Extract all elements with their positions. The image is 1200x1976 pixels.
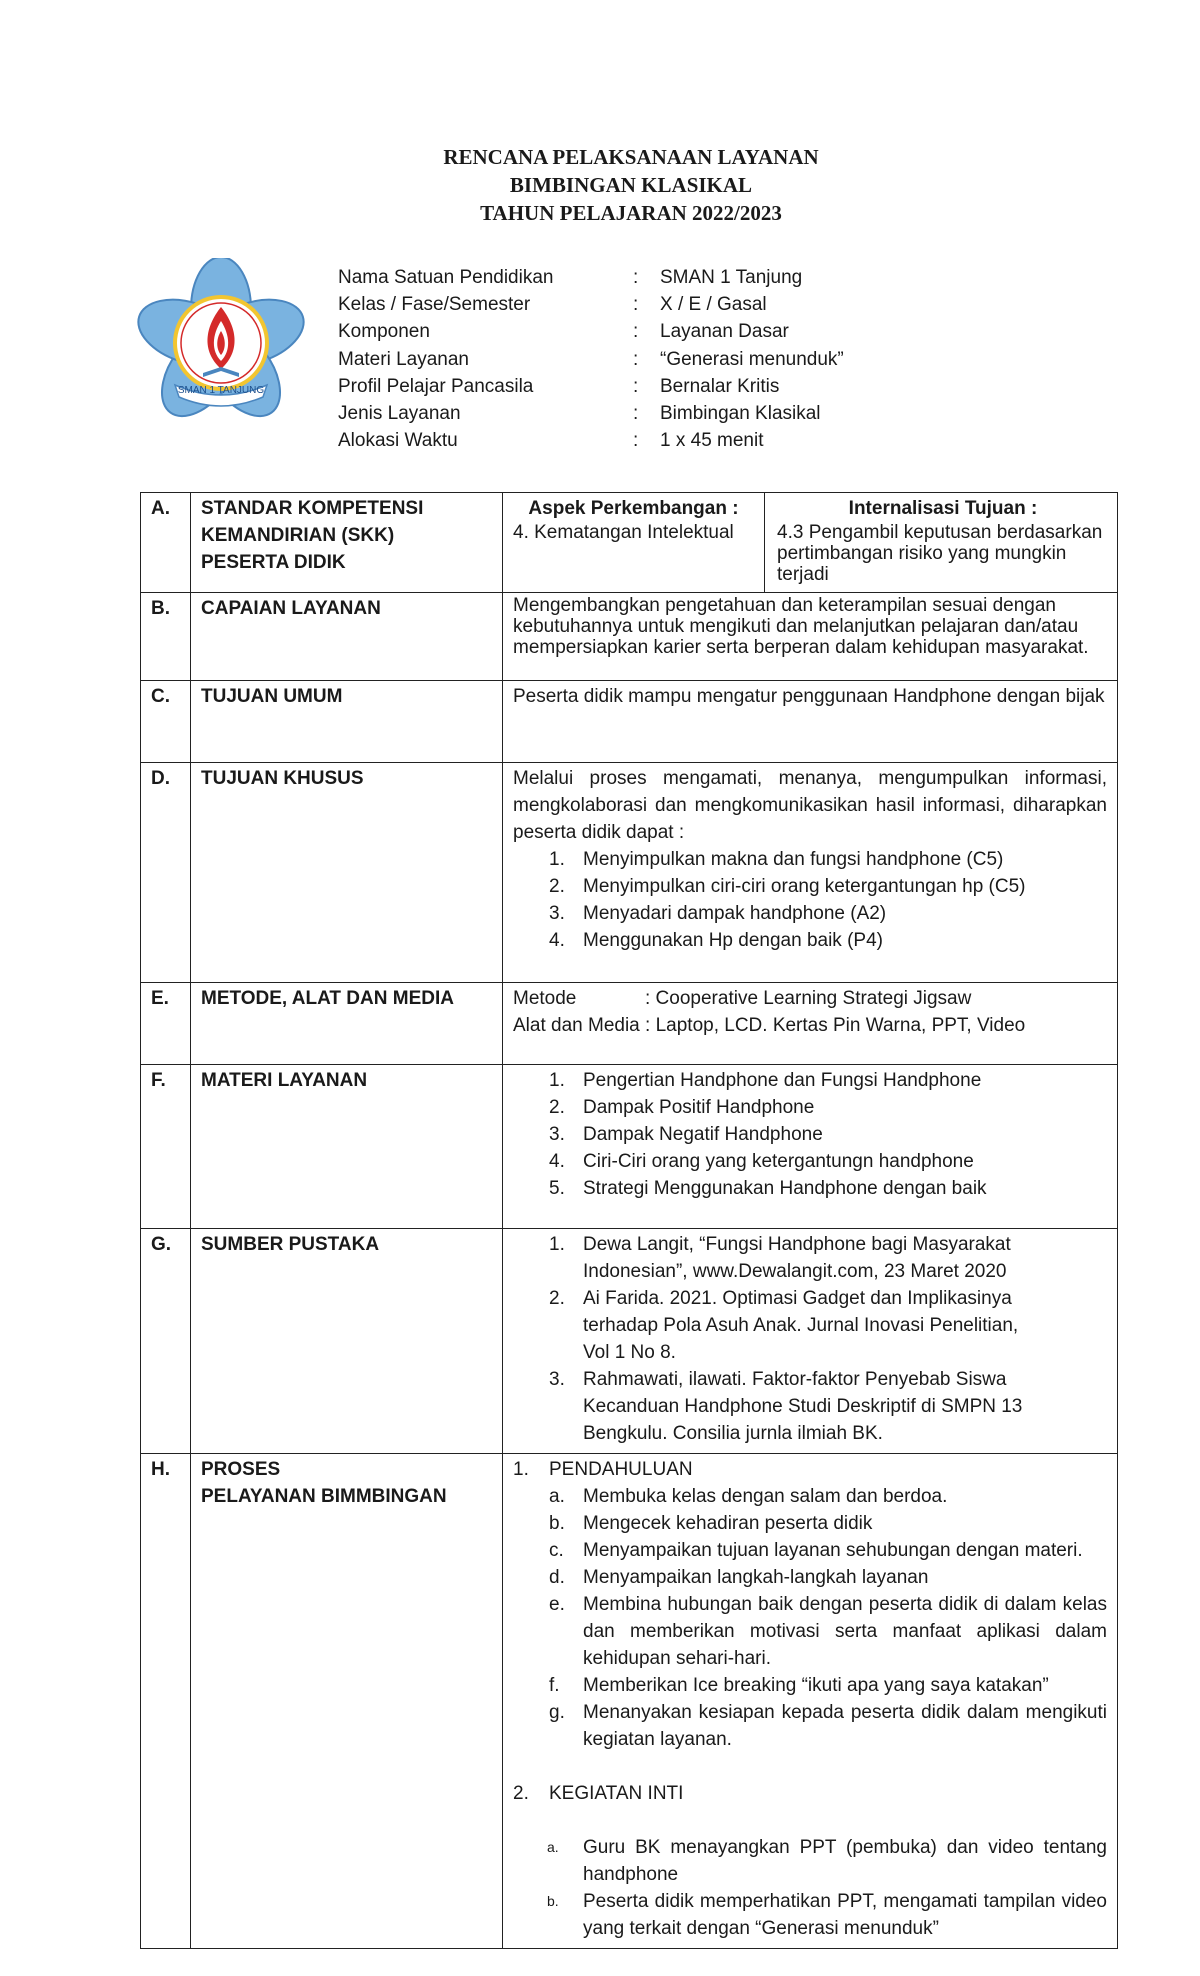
row-label	[191, 1454, 503, 1949]
title-line-1: RENCANA PELAKSANAAN LAYANAN	[443, 145, 819, 169]
aspek-header: Aspek Perkembangan :	[528, 498, 739, 519]
list-number: 2.	[549, 1097, 565, 1118]
list-text: Menyampaikan langkah-langkah layanan	[583, 1567, 929, 1588]
list-text: Menyadari dampak handphone (A2)	[583, 903, 887, 924]
row-label: SUMBER PUSTAKA	[191, 1229, 503, 1454]
row-letter: G.	[141, 1229, 191, 1454]
tujuan-khusus-list	[513, 846, 1107, 954]
list-text: Menggunakan Hp dengan baik (P4)	[583, 930, 883, 951]
section-title: PENDAHULUAN	[549, 1459, 693, 1480]
list-number: 3.	[549, 1369, 565, 1390]
list-number: 1.	[549, 1234, 565, 1255]
row-label: TUJUAN UMUM	[191, 681, 503, 763]
identity-sep: :	[633, 430, 639, 452]
list-number: 3.	[549, 1124, 565, 1145]
section-title: KEGIATAN INTI	[549, 1783, 684, 1804]
list-number: 1.	[549, 849, 565, 870]
list-text: Membina hubungan baik dengan peserta didik di dalam kelas dan memberikan motivasi serta manfaat aplikasi dalam kehidupan sehari-hari.	[583, 1594, 1107, 1669]
list-text: Ciri-Ciri orang yang ketergantungn handphone	[583, 1151, 974, 1172]
kegiatan-inti-list	[513, 1834, 1107, 1942]
internalisasi-header: Internalisasi Tujuan :	[848, 498, 1038, 519]
row-label: MATERI LAYANAN	[191, 1065, 503, 1229]
identity-key: Alokasi Waktu	[338, 430, 458, 452]
list-item	[513, 1366, 1047, 1447]
list-item	[513, 846, 1107, 873]
list-number: 1.	[549, 1070, 565, 1091]
list-letter: b.	[549, 1513, 565, 1534]
list-text: Membuka kelas dengan salam dan berdoa.	[583, 1486, 948, 1507]
list-text: Pengertian Handphone dan Fungsi Handphone	[583, 1070, 982, 1091]
row-label	[191, 493, 503, 593]
identity-key: Komponen	[338, 321, 430, 343]
identity-key: Profil Pelajar Pancasila	[338, 375, 534, 397]
row-h	[141, 1454, 1118, 1949]
list-item	[513, 900, 1107, 927]
list-text: Dampak Negatif Handphone	[583, 1124, 823, 1145]
tujuan-khusus-intro: Melalui proses mengamati, menanya, mengumpulkan informasi, mengkolaborasi dan mengkomunikasikan hasil informasi, diharapkan peserta didik dapat :	[513, 768, 1107, 843]
row-d	[141, 763, 1118, 983]
list-item	[513, 1564, 1107, 1591]
list-item	[513, 1121, 1107, 1148]
list-text: Dewa Langit, “Fungsi Handphone bagi Masyarakat Indonesian”, www.Dewalangit.com, 23 Maret 2020	[583, 1234, 1011, 1282]
list-item	[513, 873, 1107, 900]
title-line-3: TAHUN PELAJARAN 2022/2023	[480, 201, 782, 225]
aspek-cell	[503, 493, 765, 593]
row-content	[503, 681, 1118, 763]
list-text: Rahmawati, ilawati. Faktor-faktor Penyebab Siswa Kecanduan Handphone Studi Deskriptif di SMPN 13 Bengkulu. Consilia jurnla ilmiah BK.	[583, 1369, 1023, 1444]
identity-sep: :	[633, 294, 639, 316]
identity-key: Kelas / Fase/Semester	[338, 294, 531, 316]
list-letter: e.	[549, 1594, 565, 1615]
row-b	[141, 593, 1118, 681]
identity-value: Bimbingan Klasikal	[660, 402, 821, 424]
identity-value: Bernalar Kritis	[660, 375, 780, 397]
metode-value: : Cooperative Learning Strategi Jigsaw	[645, 988, 972, 1009]
metode-key: Metode	[513, 988, 577, 1009]
list-number: 2.	[549, 876, 565, 897]
list-item	[513, 1699, 1107, 1753]
row-c	[141, 681, 1118, 763]
section-pendahuluan	[513, 1456, 1107, 1483]
logo-ribbon-text: SMAN 1 TANJUNG	[177, 385, 265, 396]
row-label-line: STANDAR KOMPETENSI	[201, 498, 424, 519]
identity-value: Layanan Dasar	[660, 321, 789, 343]
list-number: 2.	[549, 1288, 565, 1309]
identity-value: SMAN 1 Tanjung	[660, 267, 803, 288]
identity-key: Materi Layanan	[338, 348, 469, 370]
identity-value: 1 x 45 menit	[660, 430, 764, 452]
list-letter: a.	[549, 1486, 565, 1507]
metode-line	[513, 985, 1107, 1012]
list-item	[513, 1067, 1107, 1094]
row-label: METODE, ALAT DAN MEDIA	[191, 983, 503, 1065]
row-f	[141, 1065, 1118, 1229]
row-letter: B.	[141, 593, 191, 681]
list-text: Peserta didik memperhatikan PPT, mengamati tampilan video yang terkait dengan “Generasi menunduk”	[583, 1891, 1107, 1939]
list-letter: f.	[549, 1675, 560, 1696]
list-text: Memberikan Ice breaking “ikuti apa yang saya katakan”	[583, 1675, 1049, 1696]
list-text: Menyimpulkan makna dan fungsi handphone (C5)	[583, 849, 1004, 870]
school-logo	[136, 258, 306, 428]
list-text: Menyampaikan tujuan layanan sehubungan dengan materi.	[583, 1540, 1083, 1561]
row-letter: E.	[141, 983, 191, 1065]
aspek-value: 4. Kematangan Intelektual	[513, 522, 734, 543]
row-letter: C.	[141, 681, 191, 763]
alat-line: Alat dan Media : Laptop, LCD. Kertas Pin Warna, PPT, Video	[513, 1015, 1026, 1036]
logo-petals	[136, 258, 306, 428]
row-content	[503, 1454, 1118, 1949]
tujuan-umum-text: Peserta didik mampu mengatur penggunaan Handphone dengan bijak	[513, 686, 1105, 707]
list-text: Dampak Positif Handphone	[583, 1097, 815, 1118]
list-text: Ai Farida. 2021. Optimasi Gadget dan Implikasinya terhadap Pola Asuh Anak. Jurnal Inovasi Penelitian, Vol 1 No 8.	[583, 1288, 1019, 1363]
identity-key: Jenis Layanan	[338, 402, 461, 424]
identity-sep: :	[633, 321, 639, 343]
row-label-line: PESERTA DIDIK	[201, 552, 346, 573]
list-letter: g.	[549, 1702, 565, 1723]
row-label-line: PELAYANAN BIMMBINGAN	[201, 1486, 447, 1507]
identity-sep: :	[633, 348, 639, 370]
section-number: 2.	[513, 1783, 529, 1804]
list-item	[513, 1148, 1107, 1175]
row-content	[503, 1229, 1118, 1454]
list-text: Menyimpulkan ciri-ciri orang ketergantungan hp (C5)	[583, 876, 1026, 897]
list-item	[513, 1175, 1107, 1202]
list-number: 4.	[549, 930, 565, 951]
row-label-line: KEMANDIRIAN (SKK)	[201, 525, 395, 546]
row-letter: F.	[141, 1065, 191, 1229]
row-label-line: PROSES	[201, 1459, 281, 1480]
list-item	[513, 1537, 1107, 1564]
row-a	[141, 493, 1118, 593]
row-letter: A.	[141, 493, 191, 593]
pendahuluan-list	[513, 1483, 1107, 1753]
list-item	[513, 1591, 1107, 1672]
list-text: Guru BK menayangkan PPT (pembuka) dan video tentang handphone	[583, 1837, 1107, 1885]
list-text: Menanyakan kesiapan kepada peserta didik dalam mengikuti kegiatan layanan.	[583, 1702, 1107, 1750]
list-item	[513, 1285, 1047, 1366]
list-item	[513, 1483, 1107, 1510]
identity-value: “Generasi menunduk”	[660, 348, 844, 370]
title-line-2: BIMBINGAN KLASIKAL	[509, 173, 753, 197]
row-g	[141, 1229, 1118, 1454]
list-item	[513, 1094, 1107, 1121]
row-letter: D.	[141, 763, 191, 983]
row-label: TUJUAN KHUSUS	[191, 763, 503, 983]
list-number: 3.	[549, 903, 565, 924]
identity-value: X / E / Gasal	[660, 294, 767, 316]
list-item	[513, 927, 1107, 954]
list-item	[513, 1834, 1107, 1888]
capaian-text: Mengembangkan pengetahuan dan keterampilan sesuai dengan kebutuhannya untuk mengikuti dan melanjutkan pelajaran dan/atau mempersiapkan karier serta berperan dalam kehidupan masyarakat.	[513, 595, 1089, 658]
row-content	[503, 593, 1118, 681]
document-title	[0, 143, 1200, 227]
list-item	[513, 1888, 1107, 1942]
materi-list	[513, 1067, 1107, 1202]
list-letter: d.	[549, 1567, 565, 1588]
row-content	[503, 763, 1118, 983]
list-letter: a.	[547, 1839, 559, 1855]
list-item	[513, 1672, 1107, 1699]
identity-sep: :	[633, 375, 639, 397]
identity-sep: :	[633, 267, 639, 288]
pustaka-list	[513, 1231, 1107, 1447]
row-label: CAPAIAN LAYANAN	[191, 593, 503, 681]
list-letter: b.	[547, 1893, 559, 1909]
identity-key: Nama Satuan Pendidikan	[338, 267, 554, 288]
internalisasi-value: 4.3 Pengambil keputusan berdasarkan pertimbangan risiko yang mungkin terjadi	[777, 522, 1103, 585]
internalisasi-cell	[765, 493, 1118, 593]
row-content	[503, 983, 1118, 1065]
row-e	[141, 983, 1118, 1065]
section-kegiatan-inti	[513, 1780, 1107, 1807]
list-number: 5.	[549, 1178, 565, 1199]
list-item	[513, 1510, 1107, 1537]
list-number: 4.	[549, 1151, 565, 1172]
plan-table	[140, 492, 1118, 1949]
row-content	[503, 1065, 1118, 1229]
list-letter: c.	[549, 1540, 564, 1561]
list-text: Strategi Menggunakan Handphone dengan baik	[583, 1178, 987, 1199]
section-number: 1.	[513, 1459, 529, 1480]
list-item	[513, 1231, 1047, 1285]
row-letter: H.	[141, 1454, 191, 1949]
list-text: Mengecek kehadiran peserta didik	[583, 1513, 873, 1534]
identity-sep: :	[633, 402, 639, 424]
